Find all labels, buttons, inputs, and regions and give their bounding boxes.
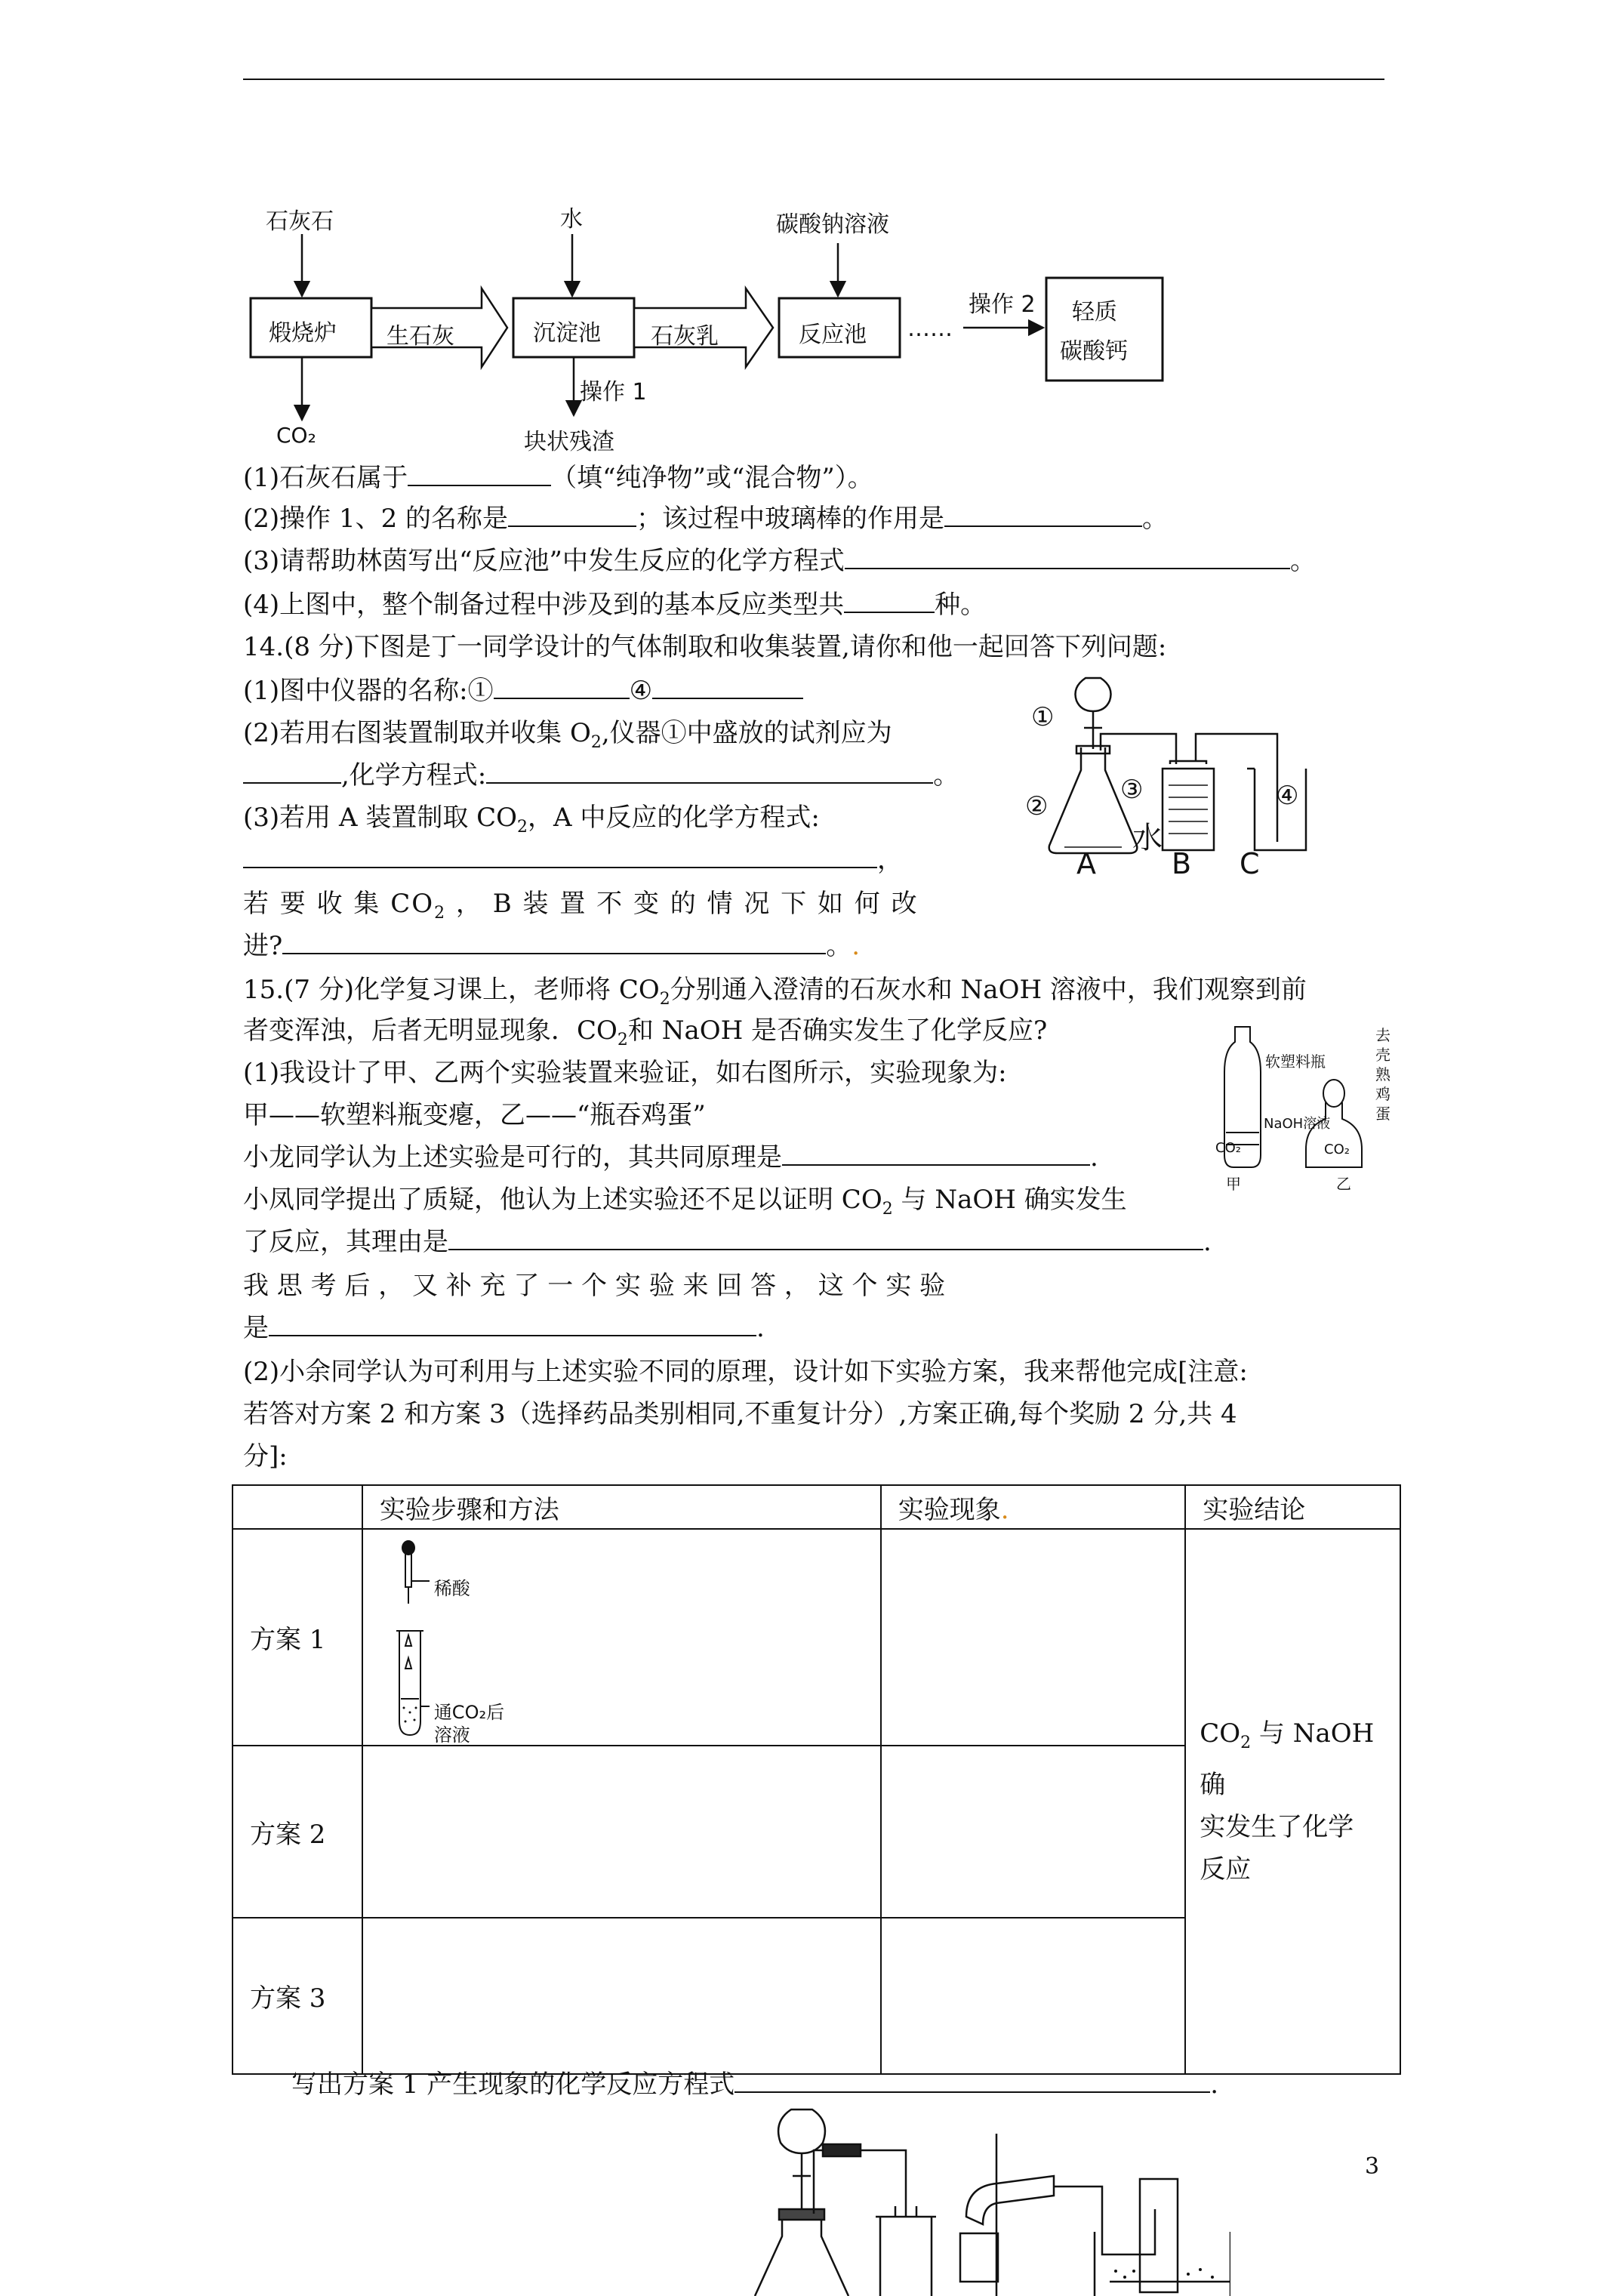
apparatus-label-1: ① bbox=[1031, 702, 1055, 732]
arrow-milk-of-lime: 石灰乳 bbox=[651, 323, 719, 350]
apparatus-water-label: 水 bbox=[1132, 821, 1163, 855]
table-row-plan3: 方案 3 bbox=[233, 1918, 362, 2074]
q15-part1-line6: 我 思 考 后 ， 又 补 充 了 一 个 实 验 来 回 答 ， 这 个 实 验 bbox=[243, 1271, 946, 1301]
output-co2: CO₂ bbox=[276, 423, 316, 448]
q13-part1: (1)石灰石属于 （填“纯净物”或“混合物”）。 bbox=[243, 463, 873, 493]
q14-part2-line2: ,化学方程式: 。 bbox=[243, 760, 959, 791]
q14-part4-line1: 若 要 收 集 $CO_2$ ， B 装 置 不 变 的 情 况 下 如 何 改 bbox=[243, 889, 919, 923]
experiment-table bbox=[232, 1484, 1401, 2075]
arrow-quicklime: 生石灰 bbox=[387, 323, 454, 350]
plan3-phenomenon-cell bbox=[881, 1918, 1185, 2074]
q15-part1-line2: 甲——软塑料瓶变瘪，乙——“瓶吞鸡蛋” bbox=[243, 1100, 706, 1130]
equation-prompt: 写出方案 1 产生现象的化学反应方程式 . bbox=[291, 2069, 1219, 2100]
q15-part1-line1: (1)我设计了甲、乙两个实验装置来验证，如右图所示，实验现象为: bbox=[243, 1058, 1007, 1088]
apparatus-label-4: ④ bbox=[1276, 781, 1299, 811]
fig-naoh-label: NaOH溶液 bbox=[1264, 1116, 1331, 1132]
solution-label-line1: 通CO₂后 bbox=[433, 1702, 505, 1724]
q15-part2-line2: 若答对方案 2 和方案 3（选择药品类别相同,不重复计分）,方案正确,每个奖励 2 分,共 4 bbox=[243, 1399, 1237, 1429]
node-calciner: 煅烧炉 bbox=[269, 320, 337, 347]
q13-part2: (2)操作 1、2 的名称是 ；该过程中玻璃棒的作用是 。 bbox=[243, 504, 1169, 534]
input-water: 水 bbox=[560, 206, 583, 233]
fig-egg-label: 去 壳 熟 鸡 蛋 bbox=[1375, 1026, 1390, 1123]
funnel bbox=[1076, 678, 1111, 711]
table-header-empty bbox=[233, 1485, 362, 1529]
apparatus-label-b: B bbox=[1172, 847, 1192, 880]
conclusion-line1: $CO_2$ 与 NaOH 确 bbox=[1200, 1718, 1375, 1801]
node-settling: 沉淀池 bbox=[533, 320, 601, 347]
plan1-steps-cell bbox=[362, 1529, 881, 1746]
apparatus-label-3: ③ bbox=[1120, 775, 1144, 805]
acid-label: 稀酸 bbox=[433, 1578, 470, 1600]
q15-part1-line5: 了反应，其理由是 . bbox=[243, 1227, 1212, 1257]
plan2-phenomenon-cell bbox=[881, 1746, 1185, 1918]
fig-soft-bottle-label: 软塑料瓶 bbox=[1265, 1052, 1326, 1071]
product-line2: 碳酸钙 bbox=[1060, 338, 1128, 365]
table-header-conclusion: 实验结论 bbox=[1185, 1485, 1400, 1529]
q15-part2-line1: (2)小余同学认为可利用与上述实验不同的原理，设计如下实验方案，我来帮他完成[注意: bbox=[243, 1357, 1248, 1387]
table-row-plan1: 方案 1 bbox=[233, 1529, 362, 1746]
arrow-dots: …… bbox=[907, 316, 953, 342]
bottom-apparatus-figure bbox=[747, 2103, 1230, 2296]
header-rule bbox=[243, 79, 1384, 80]
solution-label-line2: 溶液 bbox=[433, 1724, 470, 1746]
q14-part4-line2: 进? 。. bbox=[243, 931, 861, 961]
q15-part1-line7: 是 . bbox=[243, 1313, 765, 1343]
q14-part3-line1: (3)若用 A 装置制取 $CO_2$，A 中反应的化学方程式: bbox=[243, 803, 820, 837]
flask-egg bbox=[1306, 1102, 1362, 1167]
fig-co2-a: CO₂ bbox=[1215, 1140, 1241, 1156]
table-header-steps: 实验步骤和方法 bbox=[362, 1485, 881, 1529]
q15-part1-line4: 小凤同学提出了质疑，他认为上述实验还不足以证明 $CO_2$ 与 NaOH 确实发生 bbox=[243, 1185, 1127, 1219]
plan2-steps-cell bbox=[362, 1746, 881, 1918]
page-number: 3 bbox=[1365, 2153, 1380, 2180]
plan1-phenomenon-cell bbox=[881, 1529, 1185, 1746]
node-reactor: 反应池 bbox=[799, 322, 867, 348]
fig-co2-b: CO₂ bbox=[1324, 1142, 1350, 1157]
q15-title-line2: 者变浑浊，后者无明显现象．$CO_2$和 NaOH 是否确实发生了化学反应? bbox=[243, 1015, 1048, 1049]
conclusion-line2: 实发生了化学 bbox=[1200, 1812, 1354, 1843]
q13-part4: (4)上图中，整个制备过程中涉及到的基本反应类型共 种。 bbox=[243, 590, 987, 620]
table-header-phenomenon: 实验现象. bbox=[881, 1485, 1185, 1529]
fig-yi: 乙 bbox=[1336, 1175, 1351, 1193]
q13-part3: (3)请帮助林茵写出“反应池”中发生反应的化学方程式 。 bbox=[243, 546, 1316, 576]
conclusion-cell bbox=[1185, 1529, 1400, 2074]
q14-part3-line2: ， bbox=[243, 844, 903, 876]
q15-part1-line3: 小龙同学认为上述实验是可行的，其共同原理是 . bbox=[243, 1142, 1098, 1173]
q14-part1: (1)图中仪器的名称:① ④ bbox=[243, 675, 803, 707]
q15-title-line1: 15.(7 分)化学复习课上，老师将 $CO_2$分别通入澄清的石灰水和 NaOH 溶液中，我们观察到前 bbox=[243, 975, 1307, 1009]
q14-part2-line1: (2)若用右图装置制取并收集 $O_2$,仪器①中盛放的试剂应为 bbox=[243, 718, 892, 752]
plan3-steps-cell bbox=[362, 1918, 881, 2074]
fig-jia: 甲 bbox=[1226, 1175, 1241, 1193]
arrow-op1: 操作 1 bbox=[580, 379, 647, 405]
input-limestone: 石灰石 bbox=[266, 208, 334, 235]
conclusion-line3: 反应 bbox=[1200, 1854, 1252, 1885]
product-line1: 轻质 bbox=[1072, 299, 1117, 325]
apparatus-label-a: A bbox=[1076, 847, 1096, 880]
input-sodium-carbonate: 碳酸钠溶液 bbox=[776, 211, 889, 238]
apparatus-label-2: ② bbox=[1025, 791, 1049, 821]
table-row-plan2: 方案 2 bbox=[233, 1746, 362, 1918]
apparatus-label-c: C bbox=[1240, 847, 1260, 880]
q15-part2-line3: 分]: bbox=[243, 1441, 288, 1472]
q14-title: 14.(8 分)下图是丁一同学设计的气体制取和收集装置,请你和他一起回答下列问题: bbox=[243, 632, 1167, 662]
arrow-op2: 操作 2 bbox=[969, 291, 1036, 318]
bottle-b bbox=[1163, 761, 1214, 850]
output-residue: 块状残渣 bbox=[524, 429, 614, 455]
